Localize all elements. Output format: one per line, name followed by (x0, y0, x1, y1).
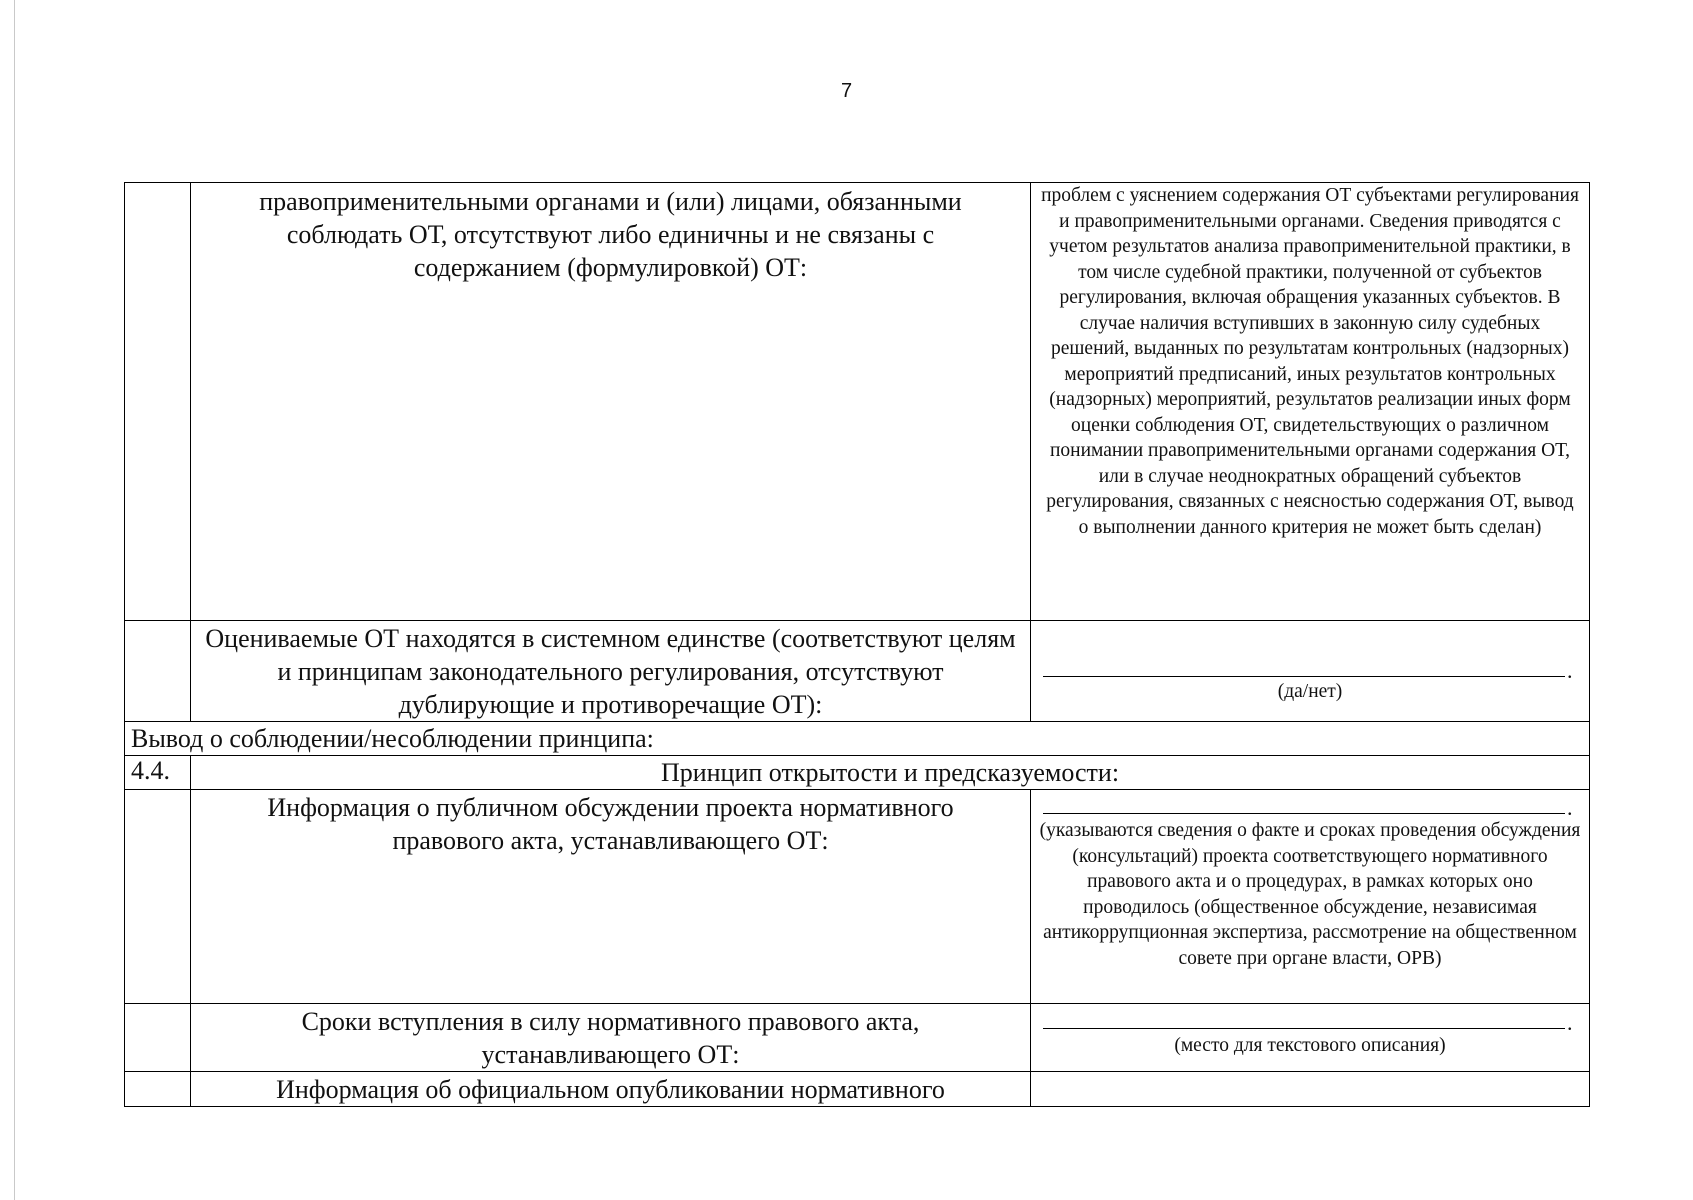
criterion-note: проблем с уяснением содержания ОТ субъектами регулирования и правоприменительными органами. Сведения приводятся с учетом результатов анализа правоприменительной практики, в том числе судебной практики, полученной от субъектов регулирования, включая обращения указанных субъектов. В случае наличия вступивших в законную силу судебных решений, выданных по результатам контрольных (надзорных) мероприятий предписаний, иных результатов контрольных (надзорных) мероприятий, результатов реализации иных форм оценки соблюдения ОТ, свидетельствующих о различном понимании правоприменительными органами содержания ОТ, или в случае неоднократных обращений субъектов регулирования, связанных с неясностью содержания ОТ, вывод о выполнении данного критерия не может быть сделан) (1031, 183, 1590, 621)
conclusion-label: Вывод о соблюдении/несоблюдении принципа: (125, 722, 1590, 756)
criterion-label: правоприменительными органами и (или) лицами, обязанными соблюдать ОТ, отсутствуют либо единичны и не связаны с содержанием (формулировкой) ОТ: (191, 183, 1031, 621)
page-number: 7 (840, 80, 853, 102)
criterion-label: Информация об официальном опубликовании нормативного (191, 1072, 1031, 1107)
table-row (125, 1072, 1590, 1107)
criterion-label: Информация о публичном обсуждении проекта нормативного правового акта, устанавливающего ОТ: (191, 790, 1031, 1004)
page-edge (14, 0, 15, 1200)
number-cell (125, 621, 191, 722)
table-row (125, 621, 1590, 722)
criterion-label: Сроки вступления в силу нормативного правового акта, устанавливающего ОТ: (191, 1004, 1031, 1072)
table-row (125, 183, 1590, 621)
table-row (125, 790, 1590, 1004)
answer-cell (1031, 1004, 1590, 1072)
answer-hint: (место для текстового описания) (1174, 1035, 1446, 1056)
answer-hint: (да/нет) (1277, 681, 1343, 702)
answer-cell (1031, 621, 1590, 722)
answer-cell (1031, 1072, 1590, 1107)
fill-in-line[interactable]: . (1043, 802, 1577, 814)
number-cell (125, 790, 191, 1004)
table-row (125, 722, 1590, 756)
criterion-label: Оцениваемые ОТ находятся в системном единстве (соответствуют целям и принципам законодательного регулирования, отсутствуют дублирующие и противоречащие ОТ): (191, 621, 1031, 722)
table-row (125, 1004, 1590, 1072)
answer-hint: (указываются сведения о факте и сроках проведения обсуждения (консультаций) проекта соответствующего нормативного правового акта и о процедурах, в рамках которых оно проводилось (общественное обсуждение, независимая антикоррупционная экспертиза, рассмотрение на общественном совете при органе власти, ОРВ) (1039, 820, 1581, 969)
section-title: Принцип открытости и предсказуемости: (191, 756, 1590, 790)
number-cell (125, 1072, 191, 1107)
table-row (125, 756, 1590, 790)
number-cell (125, 183, 191, 621)
assessment-table (124, 182, 1590, 1107)
fill-in-line[interactable]: . (1043, 1017, 1577, 1029)
fill-in-line[interactable]: . (1043, 665, 1577, 677)
answer-cell (1031, 790, 1590, 1004)
section-number: 4.4. (125, 756, 191, 790)
number-cell (125, 1004, 191, 1072)
